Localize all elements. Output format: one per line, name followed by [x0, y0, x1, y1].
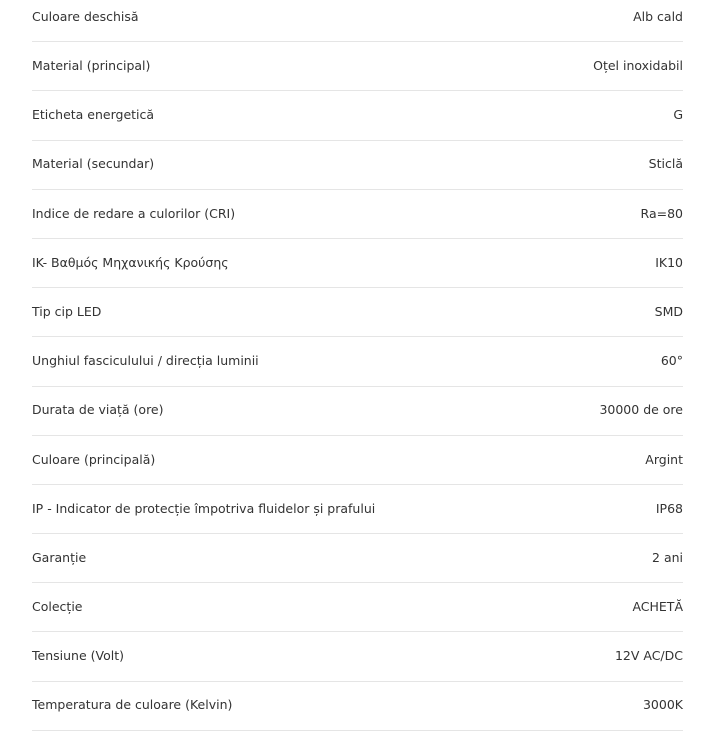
spec-label: Culoare (principală) [32, 451, 156, 467]
spec-row-energy-label [32, 91, 683, 140]
spec-value: IK10 [655, 254, 683, 270]
spec-row-ik-rating [32, 239, 683, 288]
spec-label: Temperatura de culoare (Kelvin) [32, 697, 233, 713]
spec-value: ACHETĂ [632, 599, 683, 615]
spec-label: Colecție [32, 599, 83, 615]
spec-value: Alb cald [633, 8, 683, 24]
spec-label: IP - Indicator de protecție împotriva fluidelor și prafului [32, 500, 376, 516]
spec-row-main-material [32, 42, 683, 91]
spec-label: Indice de redare a culorilor (CRI) [32, 205, 236, 221]
spec-value: Oțel inoxidabil [593, 58, 683, 74]
spec-row-cri [32, 190, 683, 239]
spec-label: Tensiune (Volt) [32, 648, 124, 664]
spec-row-color-temperature [32, 682, 683, 731]
product-specs-table [32, 0, 683, 731]
spec-label: Eticheta energetică [32, 107, 155, 123]
spec-value: 30000 de ore [599, 402, 683, 418]
spec-value: SMD [654, 303, 683, 319]
spec-label: Material (principal) [32, 58, 151, 74]
spec-label: Tip cip LED [32, 303, 102, 319]
spec-label: Culoare deschisă [32, 8, 139, 24]
spec-value: 60° [660, 353, 683, 369]
spec-row-warranty [32, 534, 683, 583]
spec-row-light-color [32, 0, 683, 42]
spec-row-main-color [32, 436, 683, 485]
spec-value: 3000K [642, 697, 683, 713]
spec-row-collection [32, 583, 683, 632]
spec-value: Ra=80 [640, 205, 683, 221]
spec-label: Durata de viață (ore) [32, 402, 164, 418]
spec-row-voltage [32, 632, 683, 681]
spec-row-secondary-material [32, 141, 683, 190]
spec-value: G [673, 107, 683, 123]
spec-label: Garanție [32, 549, 87, 565]
spec-label: Material (secundar) [32, 156, 155, 172]
spec-value: 12V AC/DC [614, 648, 683, 664]
spec-row-led-chip-type [32, 288, 683, 337]
spec-row-beam-angle [32, 337, 683, 386]
spec-value: Sticlă [648, 156, 683, 172]
spec-label: IK- Βαθμός Μηχανικής Κρούσης [32, 254, 229, 270]
spec-value: IP68 [655, 500, 683, 516]
spec-label: Unghiul fasciculului / direcția luminii [32, 353, 259, 369]
spec-row-lifetime-hours [32, 387, 683, 436]
spec-row-ip-rating [32, 485, 683, 534]
spec-value: Argint [645, 451, 683, 467]
spec-value: 2 ani [652, 549, 683, 565]
